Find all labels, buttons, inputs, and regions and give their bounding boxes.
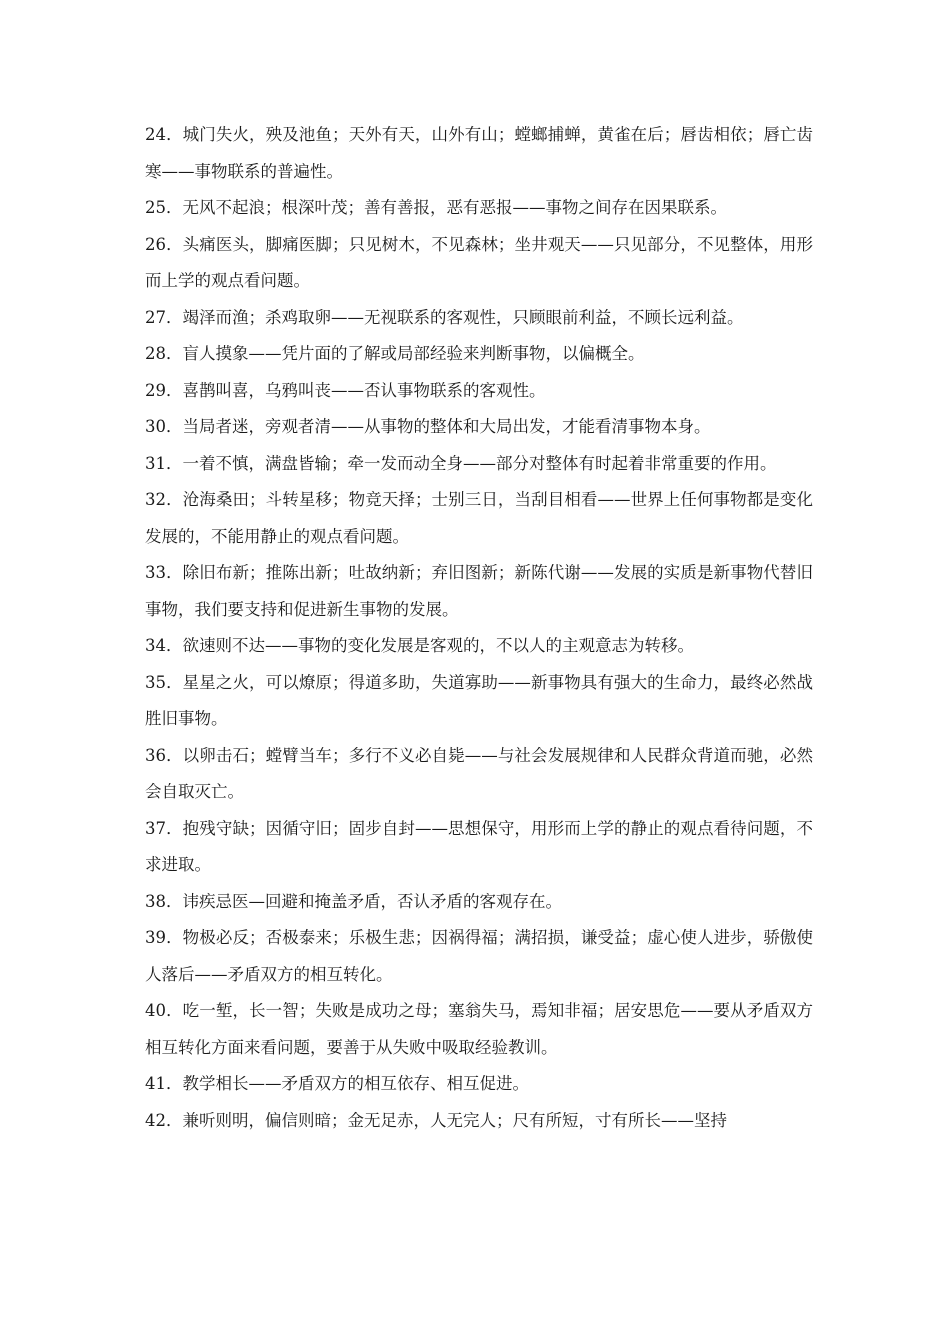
list-item-40: 40．吃一堑，长一智；失败是成功之母；塞翁失马，焉知非福；居安思危——要从矛盾双方相互转化方面来看问题，要善于从失败中吸取经验教训。: [145, 1001, 813, 1057]
list-item-35: 35．星星之火，可以燎原；得道多助，失道寡助——新事物具有强大的生命力，最终必然战胜旧事物。: [145, 672, 813, 728]
list-item-26: 26．头痛医头，脚痛医脚；只见树木，不见森林；坐井观天——只见部分，不见整体，用形而上学的观点看问题。: [145, 234, 813, 290]
list-item-31: 31．一着不慎，满盘皆输；牵一发而动全身——部分对整体有时起着非常重要的作用。: [145, 453, 777, 473]
list-item-42: 42．兼听则明，偏信则暗；金无足赤，人无完人；尺有所短，寸有所长——坚持: [145, 1110, 727, 1130]
list-item-34: 34．欲速则不达——事物的变化发展是客观的，不以人的主观意志为转移。: [145, 636, 694, 655]
proverb-list: [145, 117, 813, 1139]
list-item-39: 39．物极必反；否极泰来；乐极生悲；因祸得福；满招损，谦受益；虚心使人进步，骄傲使人落后——矛盾双方的相互转化。: [145, 928, 813, 984]
list-item-24: 24．城门失火，殃及池鱼；天外有天，山外有山；螳螂捕蝉，黄雀在后；唇齿相依；唇亡齿寒——事物联系的普遍性。: [145, 125, 813, 181]
list-item-41: 41．教学相长——矛盾双方的相互依存、相互促进。: [145, 1074, 529, 1093]
list-item-36: 36．以卵击石；螳臂当车；多行不义必自毙——与社会发展规律和人民群众背道而驰，必然会自取灭亡。: [145, 745, 813, 801]
list-item-30: 30．当局者迷，旁观者清——从事物的整体和大局出发，才能看清事物本身。: [145, 417, 711, 436]
list-item-25: 25．无风不起浪；根深叶茂；善有善报，恶有恶报——事物之间存在因果联系。: [145, 198, 727, 217]
list-item-37: 37．抱残守缺；因循守旧；固步自封——思想保守，用形而上学的静止的观点看待问题，不求进取。: [145, 818, 813, 874]
list-item-38: 38．讳疾忌医—回避和掩盖矛盾，否认矛盾的客观存在。: [145, 891, 562, 911]
list-item-32: 32．沧海桑田；斗转星移；物竞天择；士别三日，当刮目相看——世界上任何事物都是变化发展的，不能用静止的观点看问题。: [145, 490, 813, 546]
list-item-28: 28．盲人摸象——凭片面的了解或局部经验来判断事物，以偏概全。: [145, 344, 645, 363]
list-item-29: 29．喜鹊叫喜，乌鸦叫丧——否认事物联系的客观性。: [145, 380, 546, 400]
list-item-33: 33．除旧布新；推陈出新；吐故纳新；弃旧图新；新陈代谢——发展的实质是新事物代替旧事物，我们要支持和促进新生事物的发展。: [145, 563, 813, 619]
list-item-27: 27．竭泽而渔；杀鸡取卵——无视联系的客观性，只顾眼前利益，不顾长远利益。: [145, 307, 744, 327]
